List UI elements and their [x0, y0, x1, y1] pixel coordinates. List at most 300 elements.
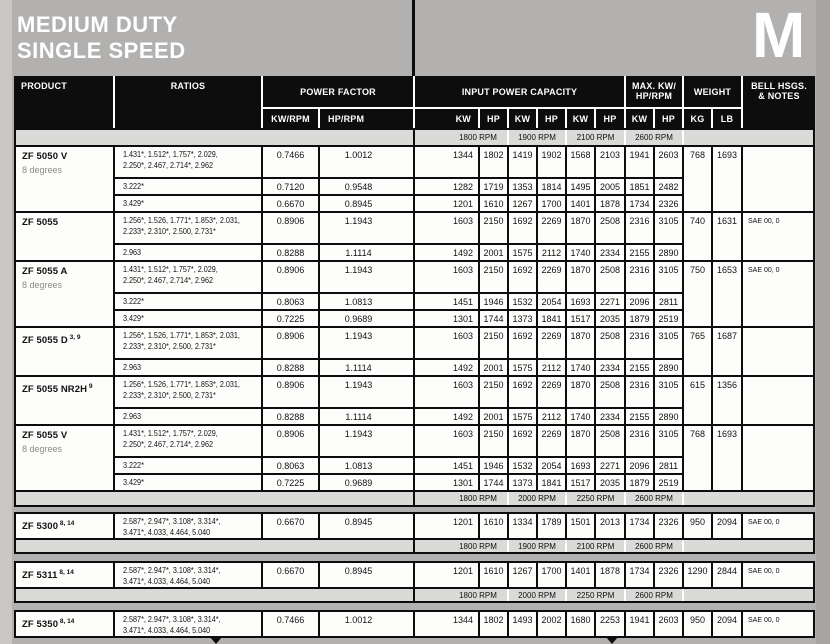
col-header-hp: HP — [538, 109, 565, 128]
hp-per-rpm-cell: 1.1943 — [320, 426, 413, 456]
power-value-cell: 2811 — [655, 294, 682, 309]
weight-kg-cell: 615 — [684, 377, 711, 424]
power-value-cell: 1946 — [480, 458, 507, 473]
power-value-cell: 2002 — [538, 612, 565, 636]
product-name: ZF 5055 — [22, 217, 59, 228]
power-value-cell: 1802 — [480, 147, 507, 177]
rpm-band — [14, 128, 815, 145]
rpm-band-label: 2000 RPM — [507, 492, 565, 505]
power-value-cell: 1501 — [567, 514, 594, 538]
product-cell — [16, 514, 113, 538]
ratios-cell — [115, 245, 261, 260]
power-value-cell: 2334 — [596, 360, 624, 375]
kw-per-rpm-cell: 0.8906 — [263, 426, 318, 456]
power-value-cell: 2482 — [655, 179, 682, 194]
rpm-band-spacer — [16, 540, 413, 552]
power-value-cell: 1870 — [567, 213, 594, 243]
power-value-cell: 1700 — [538, 196, 565, 211]
notes-cell: SAE 00, 0 — [743, 514, 813, 538]
power-value-cell: 2326 — [655, 196, 682, 211]
product-subtitle: 8 degrees — [22, 165, 63, 175]
power-value-cell: 1344 — [415, 147, 478, 177]
hp-per-rpm-cell: 0.8945 — [320, 196, 413, 211]
col-header-max-line2: HP/RPM — [635, 91, 673, 101]
power-value-cell: 2603 — [655, 612, 682, 636]
col-header-input-power-capacity: INPUT POWER CAPACITY — [415, 76, 624, 107]
product-footnote-ref: 3, 9 — [67, 334, 81, 341]
power-value-cell: 1610 — [480, 196, 507, 211]
col-header-max-line1: MAX. KW/ — [631, 81, 677, 91]
power-value-cell: 1610 — [480, 563, 507, 587]
ratios-cell — [115, 196, 261, 211]
power-value-cell: 1870 — [567, 377, 594, 407]
rpm-band-label: 1900 RPM — [507, 540, 565, 552]
power-value-cell: 2519 — [655, 311, 682, 326]
power-value-cell: 1201 — [415, 514, 478, 538]
hp-per-rpm-cell: 0.8945 — [320, 563, 413, 587]
rpm-band-spacer — [16, 130, 413, 145]
power-value-cell: 1495 — [567, 179, 594, 194]
ratio-line: 2.587*, 2.947*, 3.108*, 3.314*, — [123, 565, 221, 575]
rpm-band-label: 2600 RPM — [624, 130, 682, 145]
ratio-line: 1.431*, 1.512*, 1.757*, 2.029, — [123, 428, 218, 438]
power-value-cell: 1344 — [415, 612, 478, 636]
power-value-cell: 1373 — [509, 311, 536, 326]
hp-per-rpm-cell: 1.0012 — [320, 612, 413, 636]
weight-kg-cell: 765 — [684, 328, 711, 375]
product-subtitle: 8 degrees — [22, 444, 63, 454]
kw-per-rpm-cell: 0.6670 — [263, 563, 318, 587]
spec-table-main — [14, 145, 815, 492]
power-value-cell: 2155 — [626, 245, 653, 260]
notes-cell — [743, 377, 813, 424]
kw-per-rpm-cell: 0.7466 — [263, 612, 318, 636]
col-header-kw: KW — [415, 109, 478, 128]
hp-per-rpm-cell: 0.9548 — [320, 179, 413, 194]
hp-per-rpm-cell: 0.9689 — [320, 311, 413, 326]
col-header-hp: HP — [596, 109, 624, 128]
weight-lb-cell: 1356 — [713, 377, 741, 424]
power-value-cell: 2508 — [596, 377, 624, 407]
hp-per-rpm-cell: 0.8945 — [320, 514, 413, 538]
notes-cell — [743, 147, 813, 211]
power-value-cell: 1814 — [538, 179, 565, 194]
power-value-cell: 1719 — [480, 179, 507, 194]
power-value-cell: 2112 — [538, 245, 565, 260]
section-index-letter: M — [752, 0, 806, 71]
col-header-lb: LB — [713, 109, 741, 128]
power-value-cell: 1373 — [509, 475, 536, 490]
weight-kg-cell: 768 — [684, 147, 711, 211]
power-value-cell: 1492 — [415, 360, 478, 375]
power-value-cell: 1841 — [538, 311, 565, 326]
product-cell — [16, 377, 113, 424]
spec-table-zf5311 — [14, 561, 815, 589]
power-value-cell: 2269 — [538, 328, 565, 358]
rpm-band-spacer — [16, 589, 413, 601]
power-value-cell: 2150 — [480, 213, 507, 243]
power-value-cell: 1603 — [415, 328, 478, 358]
ratio-line: 2.250*, 2.467, 2.714*, 2.962 — [123, 159, 213, 170]
power-value-cell: 2508 — [596, 328, 624, 358]
product-name: ZF 5055 NR2H — [22, 384, 88, 396]
col-header-weight: WEIGHT — [684, 76, 741, 107]
power-value-cell: 2035 — [596, 311, 624, 326]
power-value-cell: 1603 — [415, 426, 478, 456]
power-value-cell: 2316 — [626, 262, 653, 292]
power-value-cell: 2054 — [538, 294, 565, 309]
power-value-cell: 1740 — [567, 409, 594, 424]
col-header-power-factor: POWER FACTOR — [263, 76, 413, 107]
rpm-band-label: 2250 RPM — [565, 492, 624, 505]
power-value-cell: 2001 — [480, 409, 507, 424]
ratio-line: 2.233*, 2.310*, 2.500, 2.731* — [123, 389, 216, 400]
rpm-band-label: 1800 RPM — [413, 492, 507, 505]
power-value-cell: 1334 — [509, 514, 536, 538]
ratios-cell — [115, 612, 261, 636]
weight-kg-cell: 768 — [684, 426, 711, 490]
power-value-cell: 2326 — [655, 514, 682, 538]
power-value-cell: 2519 — [655, 475, 682, 490]
power-value-cell: 1879 — [626, 475, 653, 490]
weight-kg-cell: 740 — [684, 213, 711, 260]
ratio-line: 3.471*, 4.033, 4.464, 5.040 — [123, 575, 211, 586]
power-value-cell: 3105 — [655, 213, 682, 243]
power-value-cell: 2334 — [596, 409, 624, 424]
ratios-cell — [115, 328, 261, 358]
power-value-cell: 2890 — [655, 360, 682, 375]
power-value-cell: 3105 — [655, 262, 682, 292]
ratio-line: 3.471*, 4.033, 4.464, 5.040 — [123, 624, 211, 635]
rpm-band-spacer — [682, 540, 813, 552]
product-cell — [16, 612, 113, 636]
rpm-band-label: 1900 RPM — [507, 130, 565, 145]
ratio-line: 2.233*, 2.310*, 2.500, 2.731* — [123, 340, 216, 351]
ratio-line: 3.429* — [123, 477, 144, 487]
ratio-line: 1.256*, 1.526, 1.771*, 1.853*, 2.031, — [123, 215, 240, 225]
notes-cell: SAE 00, 0 — [743, 262, 813, 326]
product-name: ZF 5311 — [22, 570, 58, 582]
hp-per-rpm-cell: 1.0813 — [320, 458, 413, 473]
ratio-line: 3.222* — [123, 460, 144, 470]
ratios-cell — [115, 409, 261, 424]
power-value-cell: 1693 — [567, 294, 594, 309]
ratio-line: 2.250*, 2.467, 2.714*, 2.962 — [123, 438, 213, 449]
power-value-cell: 2155 — [626, 360, 653, 375]
power-value-cell: 1692 — [509, 426, 536, 456]
product-cell — [16, 563, 113, 587]
kw-per-rpm-cell: 0.7466 — [263, 147, 318, 177]
power-value-cell: 2271 — [596, 294, 624, 309]
power-value-cell: 1401 — [567, 196, 594, 211]
col-header-kg: KG — [684, 109, 711, 128]
power-value-cell: 3105 — [655, 426, 682, 456]
power-value-cell: 2508 — [596, 426, 624, 456]
power-value-cell: 1575 — [509, 360, 536, 375]
power-value-cell: 2112 — [538, 360, 565, 375]
power-value-cell: 2269 — [538, 426, 565, 456]
power-value-cell: 1282 — [415, 179, 478, 194]
power-value-cell: 1353 — [509, 179, 536, 194]
power-value-cell: 1301 — [415, 311, 478, 326]
col-header-hp: HP — [480, 109, 507, 128]
product-name: ZF 5055 D — [22, 335, 68, 347]
rpm-band — [14, 589, 815, 603]
power-value-cell: 2811 — [655, 458, 682, 473]
col-header-hp-rpm: HP/RPM — [320, 109, 413, 128]
hp-per-rpm-cell: 1.1114 — [320, 360, 413, 375]
power-value-cell: 2890 — [655, 245, 682, 260]
power-value-cell: 2269 — [538, 213, 565, 243]
hp-per-rpm-cell: 1.0012 — [320, 147, 413, 177]
page-title — [17, 12, 186, 64]
hp-per-rpm-cell: 1.1943 — [320, 262, 413, 292]
power-value-cell: 2155 — [626, 409, 653, 424]
power-value-cell: 1610 — [480, 514, 507, 538]
product-cell — [16, 147, 113, 211]
ratios-cell — [115, 294, 261, 309]
power-value-cell: 1692 — [509, 328, 536, 358]
power-value-cell: 1492 — [415, 245, 478, 260]
power-value-cell: 1492 — [415, 409, 478, 424]
col-header-hp: HP — [655, 109, 682, 128]
weight-kg-cell: 950 — [684, 612, 711, 636]
power-value-cell: 2890 — [655, 409, 682, 424]
power-value-cell: 1700 — [538, 563, 565, 587]
power-value-cell: 1841 — [538, 475, 565, 490]
rpm-band-spacer — [16, 492, 413, 505]
ratio-line: 2.233*, 2.310*, 2.500, 2.731* — [123, 225, 216, 236]
ratio-line: 2.963 — [123, 411, 142, 421]
product-footnote-ref: 8, 14 — [57, 569, 74, 576]
power-value-cell: 1744 — [480, 475, 507, 490]
power-value-cell: 1734 — [626, 196, 653, 211]
power-value-cell: 1870 — [567, 328, 594, 358]
ratios-cell — [115, 563, 261, 587]
product-name: ZF 5055 V — [22, 430, 68, 441]
product-cell — [16, 328, 113, 375]
power-value-cell: 3105 — [655, 328, 682, 358]
kw-per-rpm-cell: 0.8906 — [263, 213, 318, 243]
weight-lb-cell: 2094 — [713, 514, 741, 538]
power-value-cell: 2096 — [626, 294, 653, 309]
kw-per-rpm-cell: 0.8288 — [263, 360, 318, 375]
ratio-line: 2.587*, 2.947*, 3.108*, 3.314*, — [123, 516, 221, 526]
rpm-band — [14, 492, 815, 507]
power-value-cell: 2112 — [538, 409, 565, 424]
power-value-cell: 1575 — [509, 409, 536, 424]
power-value-cell: 1740 — [567, 360, 594, 375]
power-value-cell: 1740 — [567, 245, 594, 260]
hp-per-rpm-cell: 1.0813 — [320, 294, 413, 309]
ratios-cell — [115, 262, 261, 292]
power-value-cell: 1493 — [509, 612, 536, 636]
kw-per-rpm-cell: 0.6670 — [263, 514, 318, 538]
notes-cell: SAE 00, 0 — [743, 612, 813, 636]
power-value-cell: 1941 — [626, 612, 653, 636]
power-value-cell: 1532 — [509, 294, 536, 309]
ratio-line: 3.222* — [123, 181, 144, 191]
page-edge-left — [0, 0, 12, 644]
power-value-cell: 1451 — [415, 458, 478, 473]
power-value-cell: 1568 — [567, 147, 594, 177]
ratio-line: 3.429* — [123, 198, 144, 208]
power-value-cell: 2316 — [626, 426, 653, 456]
col-header-kw: KW — [509, 109, 536, 128]
power-value-cell: 1301 — [415, 475, 478, 490]
ratios-cell — [115, 147, 261, 177]
power-value-cell: 1603 — [415, 213, 478, 243]
product-footnote-ref: 9 — [87, 383, 93, 390]
power-value-cell: 1267 — [509, 196, 536, 211]
ratio-line: 1.431*, 1.512*, 1.757*, 2.029, — [123, 264, 218, 274]
product-footnote-ref: 8, 14 — [58, 618, 75, 625]
power-value-cell: 2316 — [626, 213, 653, 243]
power-value-cell: 2269 — [538, 262, 565, 292]
col-header-kw: KW — [626, 109, 653, 128]
kw-per-rpm-cell: 0.8906 — [263, 377, 318, 407]
ratios-cell — [115, 426, 261, 456]
ratio-line: 3.222* — [123, 296, 144, 306]
rpm-band-label: 2000 RPM — [507, 589, 565, 601]
spec-table-zf5300 — [14, 512, 815, 540]
divider-line — [412, 0, 415, 76]
power-value-cell: 1692 — [509, 377, 536, 407]
power-value-cell: 2013 — [596, 514, 624, 538]
kw-per-rpm-cell: 0.7225 — [263, 475, 318, 490]
kw-per-rpm-cell: 0.6670 — [263, 196, 318, 211]
kw-per-rpm-cell: 0.8063 — [263, 458, 318, 473]
rpm-band-label: 1800 RPM — [413, 589, 507, 601]
product-footnote-ref: 8, 14 — [58, 520, 75, 527]
kw-per-rpm-cell: 0.8288 — [263, 245, 318, 260]
footnote-marker-triangle — [210, 637, 222, 644]
power-value-cell: 2150 — [480, 262, 507, 292]
page-edge-right — [816, 0, 830, 644]
power-value-cell: 2103 — [596, 147, 624, 177]
col-header-bell-line1: BELL HSGS. — [751, 81, 807, 91]
product-name: ZF 5055 A — [22, 266, 68, 277]
hp-per-rpm-cell: 1.1943 — [320, 328, 413, 358]
page-title-line1: MEDIUM DUTY — [17, 12, 178, 37]
power-value-cell: 1692 — [509, 262, 536, 292]
spec-table-zf5350 — [14, 610, 815, 638]
power-value-cell: 1201 — [415, 196, 478, 211]
power-value-cell: 2150 — [480, 377, 507, 407]
power-value-cell: 2271 — [596, 458, 624, 473]
power-value-cell: 2316 — [626, 377, 653, 407]
hp-per-rpm-cell: 0.9689 — [320, 475, 413, 490]
power-value-cell: 1603 — [415, 262, 478, 292]
rpm-band-spacer — [682, 589, 813, 601]
product-cell — [16, 262, 113, 326]
ratios-cell — [115, 377, 261, 407]
col-header-max-kw-hp-rpm — [626, 76, 682, 107]
product-cell — [16, 213, 113, 260]
ratios-cell — [115, 458, 261, 473]
power-value-cell: 1575 — [509, 245, 536, 260]
weight-kg-cell: 750 — [684, 262, 711, 326]
rpm-band — [14, 540, 815, 554]
ratios-cell — [115, 360, 261, 375]
kw-per-rpm-cell: 0.8906 — [263, 262, 318, 292]
rpm-band-spacer — [682, 492, 813, 505]
col-header-ratios: RATIOS — [115, 76, 261, 128]
footnote-marker-triangle — [606, 637, 618, 644]
ratio-line: 1.256*, 1.526, 1.771*, 1.853*, 2.031, — [123, 379, 240, 389]
power-value-cell: 1802 — [480, 612, 507, 636]
power-value-cell: 2508 — [596, 262, 624, 292]
ratio-line: 3.471*, 4.033, 4.464, 5.040 — [123, 526, 211, 537]
power-value-cell: 1941 — [626, 147, 653, 177]
power-value-cell: 2508 — [596, 213, 624, 243]
power-value-cell: 1878 — [596, 196, 624, 211]
weight-lb-cell: 2094 — [713, 612, 741, 636]
ratios-cell — [115, 213, 261, 243]
power-value-cell: 1680 — [567, 612, 594, 636]
power-value-cell: 2001 — [480, 245, 507, 260]
power-value-cell: 2253 — [596, 612, 624, 636]
power-value-cell: 2001 — [480, 360, 507, 375]
weight-lb-cell: 2844 — [713, 563, 741, 587]
ratio-line: 2.250*, 2.467, 2.714*, 2.962 — [123, 274, 213, 285]
ratios-cell — [115, 475, 261, 490]
power-value-cell: 1401 — [567, 563, 594, 587]
hp-per-rpm-cell: 1.1943 — [320, 213, 413, 243]
power-value-cell: 1267 — [509, 563, 536, 587]
product-subtitle: 8 degrees — [22, 280, 63, 290]
ratio-line: 1.431*, 1.512*, 1.757*, 2.029, — [123, 149, 218, 159]
col-header-product: PRODUCT — [14, 76, 113, 128]
product-name: ZF 5050 V — [22, 151, 68, 162]
power-value-cell: 1870 — [567, 262, 594, 292]
power-value-cell: 2096 — [626, 458, 653, 473]
weight-lb-cell: 1693 — [713, 426, 741, 490]
kw-per-rpm-cell: 0.8288 — [263, 409, 318, 424]
kw-per-rpm-cell: 0.8063 — [263, 294, 318, 309]
power-value-cell: 1744 — [480, 311, 507, 326]
ratio-line: 2.963 — [123, 362, 142, 372]
power-value-cell: 1879 — [626, 311, 653, 326]
col-header-bell-housings-notes — [743, 76, 815, 128]
notes-cell — [743, 328, 813, 375]
ratio-line: 2.963 — [123, 247, 142, 257]
power-value-cell: 1878 — [596, 563, 624, 587]
power-value-cell: 1946 — [480, 294, 507, 309]
rpm-band-label: 2250 RPM — [565, 589, 624, 601]
product-name: ZF 5300 — [22, 521, 59, 533]
rpm-band-label: 2100 RPM — [565, 130, 624, 145]
ratio-line: 2.587*, 2.947*, 3.108*, 3.314*, — [123, 614, 221, 624]
col-header-kw-rpm: KW/RPM — [263, 109, 318, 128]
power-value-cell: 1870 — [567, 426, 594, 456]
power-value-cell: 1692 — [509, 213, 536, 243]
power-value-cell: 1201 — [415, 563, 478, 587]
power-value-cell: 1603 — [415, 377, 478, 407]
rpm-band-spacer — [682, 130, 813, 145]
power-value-cell: 1734 — [626, 563, 653, 587]
power-value-cell: 2316 — [626, 328, 653, 358]
rpm-band-label: 1800 RPM — [413, 130, 507, 145]
rpm-band-label: 1800 RPM — [413, 540, 507, 552]
table-header — [14, 76, 815, 128]
weight-lb-cell: 1653 — [713, 262, 741, 326]
power-value-cell: 2150 — [480, 328, 507, 358]
power-value-cell: 1532 — [509, 458, 536, 473]
hp-per-rpm-cell: 1.1114 — [320, 245, 413, 260]
rpm-band-label: 2600 RPM — [624, 492, 682, 505]
ratios-cell — [115, 311, 261, 326]
